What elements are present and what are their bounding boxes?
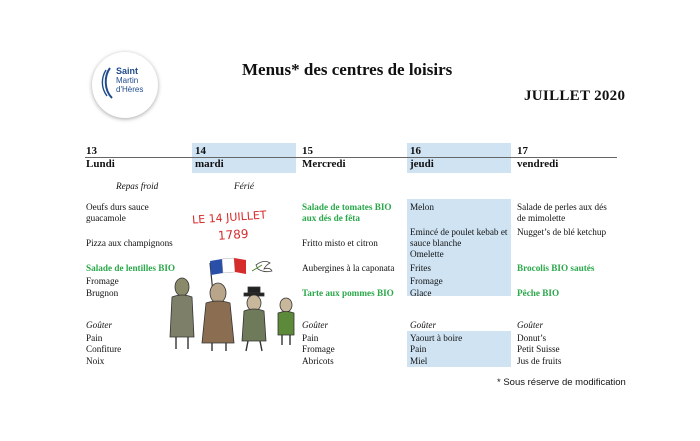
mardi-label: Férié — [234, 181, 254, 191]
revolutionaries-icon — [170, 278, 294, 351]
illustration-line-1: LE 14 JUILLET — [191, 208, 267, 227]
jeudi-gouter-label: Goûter — [410, 320, 437, 330]
day-16-name: jeudi — [410, 158, 434, 170]
jeudi-gouter-3: Miel — [410, 356, 428, 366]
vendredi-gouter-label: Goûter — [517, 320, 544, 330]
illustration-line-2: 1789 — [217, 226, 249, 243]
mercredi-gouter-1: Pain — [302, 333, 319, 343]
day-16-number: 16 — [410, 145, 421, 157]
logo-line-3: d'Hères — [116, 85, 144, 94]
mercredi-item-1: Salade de tomates BIO — [302, 202, 392, 212]
month-label: JUILLET 2020 — [524, 88, 626, 104]
jeudi-item-5: Frites — [410, 263, 431, 273]
lundi-gouter-1: Pain — [86, 333, 103, 343]
day-17-number: 17 — [517, 145, 528, 157]
jeudi-gouter-1: Yaourt à boire — [410, 333, 463, 343]
jeudi-item-4: Omelette — [410, 249, 444, 259]
jeudi-item-1: Melon — [410, 202, 434, 212]
day-15-number: 15 — [302, 145, 313, 157]
lundi-item-4: Salade de lentilles BIO — [86, 263, 176, 273]
dove-icon — [256, 261, 272, 271]
footnote: * Sous réserve de modification — [497, 377, 626, 388]
vendredi-item-1: Salade de perles aux dés — [517, 202, 607, 212]
lundi-item-5: Fromage — [86, 276, 119, 286]
lundi-item-2: guacamole — [86, 213, 126, 223]
mercredi-item-5: Tarte aux pommes BIO — [302, 288, 394, 298]
day-14-number: 14 — [195, 145, 206, 157]
logo-line-2: Martin — [116, 76, 139, 85]
jeudi-gouter-2: Pain — [410, 344, 427, 354]
mercredi-gouter-label: Goûter — [302, 320, 329, 330]
bastille-day-illustration — [160, 205, 300, 355]
lundi-gouter-3: Noix — [86, 356, 105, 366]
vendredi-item-4: Brocolis BIO sautés — [517, 263, 595, 273]
page-title: Menus* des centres de loisirs — [242, 60, 453, 79]
day-15-name: Mercredi — [302, 158, 346, 170]
lundi-item-6: Brugnon — [86, 288, 119, 298]
day-13-name: Lundi — [86, 158, 115, 170]
mercredi-item-2: aux dés de fêta — [302, 213, 360, 223]
day-14-name: mardi — [195, 158, 224, 170]
day-13-number: 13 — [86, 145, 97, 157]
lundi-item-1: Oeufs durs sauce — [86, 202, 149, 212]
vendredi-gouter-3: Jus de fruits — [517, 356, 562, 366]
mercredi-item-4: Aubergines à la caponata — [302, 263, 395, 273]
jeudi-item-2: Emincé de poulet kebab et — [410, 227, 508, 237]
header-separator — [85, 157, 617, 158]
jeudi-item-7: Glace — [410, 288, 432, 298]
lundi-label: Repas froid — [116, 181, 159, 191]
day-17-name: vendredi — [517, 158, 559, 170]
saint-martin-dheres-logo — [92, 52, 158, 118]
jeudi-item-6: Fromage — [410, 276, 443, 286]
vendredi-gouter-2: Petit Suisse — [517, 344, 560, 354]
vendredi-gouter-1: Donut’s — [517, 333, 547, 343]
mercredi-item-3: Fritto misto et citron — [302, 238, 378, 248]
vendredi-item-2: de mimolette — [517, 213, 566, 223]
jeudi-item-3: sauce blanche — [410, 238, 462, 248]
mercredi-gouter-2: Fromage — [302, 344, 335, 354]
lundi-item-3: Pizza aux champignons — [86, 238, 173, 248]
vendredi-item-5: Pêche BIO — [517, 288, 560, 298]
vendredi-item-3: Nugget’s de blé ketchup — [517, 227, 607, 237]
mercredi-gouter-3: Abricots — [302, 356, 334, 366]
lundi-gouter-label: Goûter — [86, 320, 113, 330]
lundi-gouter-2: Confiture — [86, 344, 122, 354]
logo-line-1: Saint — [116, 66, 139, 76]
logo-mark-icon — [100, 66, 114, 100]
